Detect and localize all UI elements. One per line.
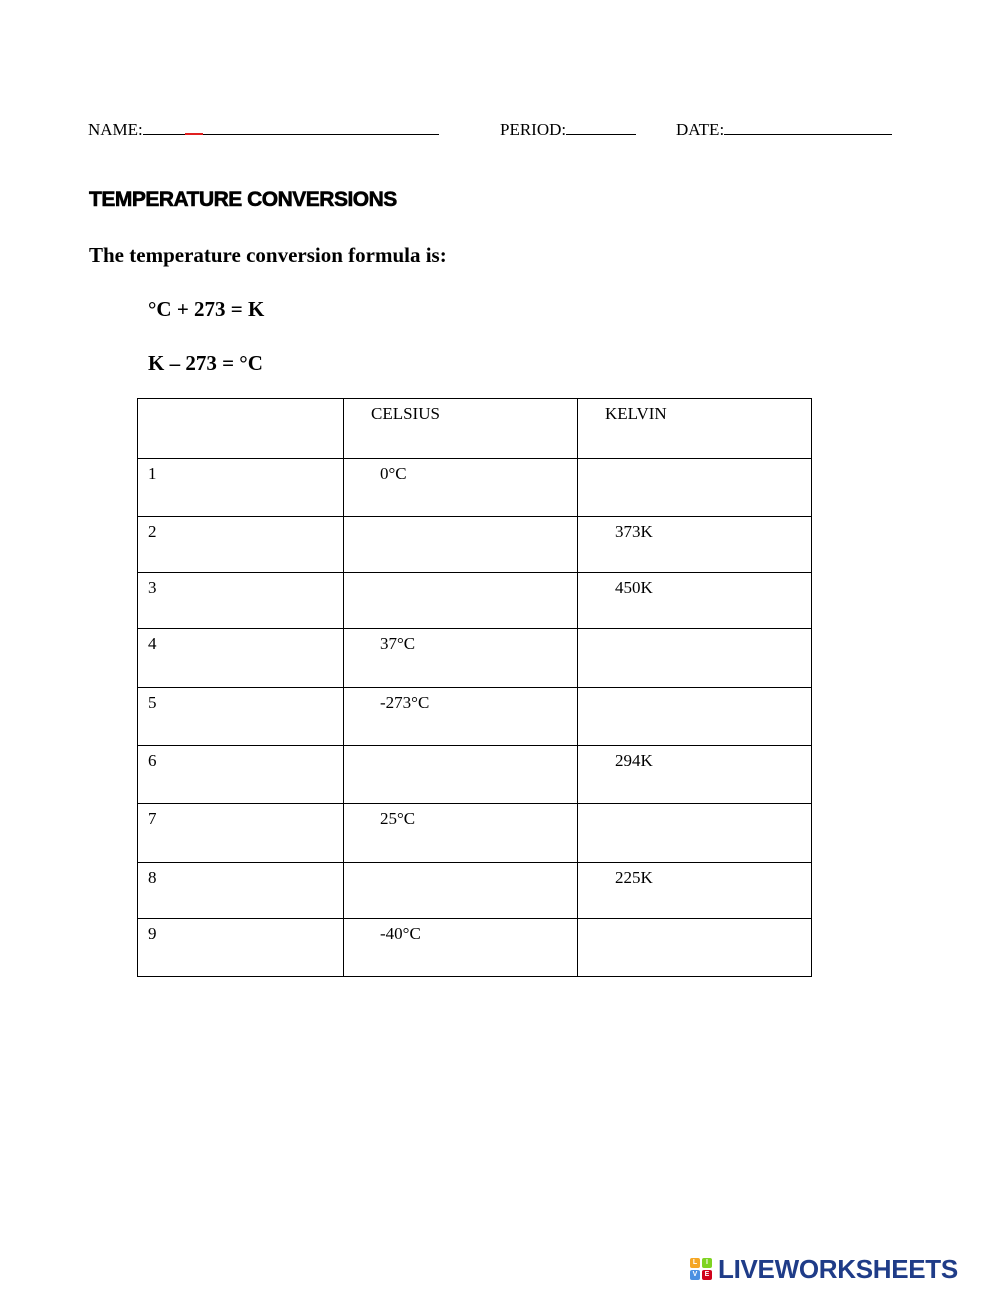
- cell-value: 450K: [615, 578, 653, 597]
- celsius-cell[interactable]: [344, 573, 578, 629]
- row-number: 6: [148, 751, 157, 770]
- formula-kelvin-to-celsius: K – 273 = °C: [148, 351, 263, 375]
- row-number-cell: [138, 688, 344, 746]
- name-field: [88, 119, 439, 140]
- brand-text: LIVEWORKSHEETS: [718, 1253, 958, 1284]
- table-row: [138, 517, 812, 573]
- celsius-cell[interactable]: [344, 746, 578, 804]
- kelvin-cell[interactable]: [578, 804, 812, 863]
- table-row: [138, 629, 812, 688]
- kelvin-cell: [578, 863, 812, 919]
- cell-value: 225K: [615, 868, 653, 887]
- logo-square: L: [690, 1258, 700, 1268]
- date-blank[interactable]: [724, 119, 892, 135]
- cell-value: 294K: [615, 751, 653, 770]
- celsius-cell: [344, 688, 578, 746]
- kelvin-cell: [578, 746, 812, 804]
- header-cell: [578, 399, 812, 459]
- header-cell-text: KELVIN: [605, 404, 667, 423]
- row-number-cell: [138, 629, 344, 688]
- header-cell: [344, 399, 578, 459]
- period-blank[interactable]: [566, 119, 636, 135]
- cell-value: [578, 688, 811, 693]
- table-row: [138, 863, 812, 919]
- kelvin-cell[interactable]: [578, 459, 812, 517]
- page-title: TEMPERATURE CONVERSIONS: [89, 188, 397, 211]
- table-row: [138, 804, 812, 863]
- name-label: NAME:: [88, 120, 143, 139]
- table-row: [138, 573, 812, 629]
- cell-value: 373K: [615, 522, 653, 541]
- kelvin-cell[interactable]: [578, 629, 812, 688]
- liveworksheets-logo: [690, 1254, 958, 1284]
- conversion-table: [137, 398, 812, 977]
- header-cell-text: CELSIUS: [371, 404, 440, 423]
- kelvin-cell[interactable]: [578, 919, 812, 977]
- row-number: 4: [148, 634, 157, 653]
- logo-square: E: [702, 1270, 712, 1280]
- table-header-row: [138, 399, 812, 459]
- formula-intro: The temperature conversion formula is:: [89, 243, 447, 267]
- row-number: 8: [148, 868, 157, 887]
- celsius-cell: [344, 804, 578, 863]
- name-blank[interactable]: [143, 119, 439, 135]
- logo-square: I: [702, 1258, 712, 1268]
- table-row: [138, 688, 812, 746]
- row-number-cell: [138, 919, 344, 977]
- period-label: PERIOD:: [500, 120, 567, 139]
- celsius-cell: [344, 629, 578, 688]
- cell-value: 0°C: [380, 464, 407, 483]
- celsius-cell: [344, 459, 578, 517]
- logo-icon: [690, 1258, 712, 1280]
- logo-square: V: [690, 1270, 700, 1280]
- cell-value: 37°C: [380, 634, 416, 653]
- cell-value: [578, 459, 811, 464]
- row-number: 7: [148, 809, 157, 828]
- cell-value: [344, 573, 577, 578]
- cell-value: [578, 629, 811, 634]
- formula-celsius-to-kelvin: °C + 273 = K: [148, 297, 265, 321]
- row-number-cell: [138, 459, 344, 517]
- celsius-cell[interactable]: [344, 863, 578, 919]
- header-cell-text: [138, 399, 343, 404]
- celsius-cell: [344, 919, 578, 977]
- date-label: DATE:: [676, 120, 725, 139]
- row-number-cell: [138, 746, 344, 804]
- cell-value: [578, 804, 811, 809]
- row-number-cell: [138, 517, 344, 573]
- kelvin-cell: [578, 517, 812, 573]
- row-number-cell: [138, 573, 344, 629]
- table-row: [138, 919, 812, 977]
- cell-value: -273°C: [380, 693, 430, 712]
- header-fields: [88, 119, 908, 143]
- cell-value: [344, 863, 577, 868]
- table-row: [138, 746, 812, 804]
- celsius-cell[interactable]: [344, 517, 578, 573]
- table-row: [138, 459, 812, 517]
- period-field: [500, 119, 636, 140]
- cell-value: 25°C: [380, 809, 416, 828]
- row-number: 5: [148, 693, 157, 712]
- kelvin-cell: [578, 573, 812, 629]
- header-cell: [138, 399, 344, 459]
- cell-value: -40°C: [380, 924, 421, 943]
- row-number-cell: [138, 863, 344, 919]
- row-number: 3: [148, 578, 157, 597]
- red-mark: [185, 133, 203, 135]
- cell-value: [344, 746, 577, 751]
- cell-value: [344, 517, 577, 522]
- row-number: 1: [148, 464, 157, 483]
- kelvin-cell[interactable]: [578, 688, 812, 746]
- row-number: 9: [148, 924, 157, 943]
- cell-value: [578, 919, 811, 924]
- row-number-cell: [138, 804, 344, 863]
- row-number: 2: [148, 522, 157, 541]
- date-field: [676, 119, 892, 140]
